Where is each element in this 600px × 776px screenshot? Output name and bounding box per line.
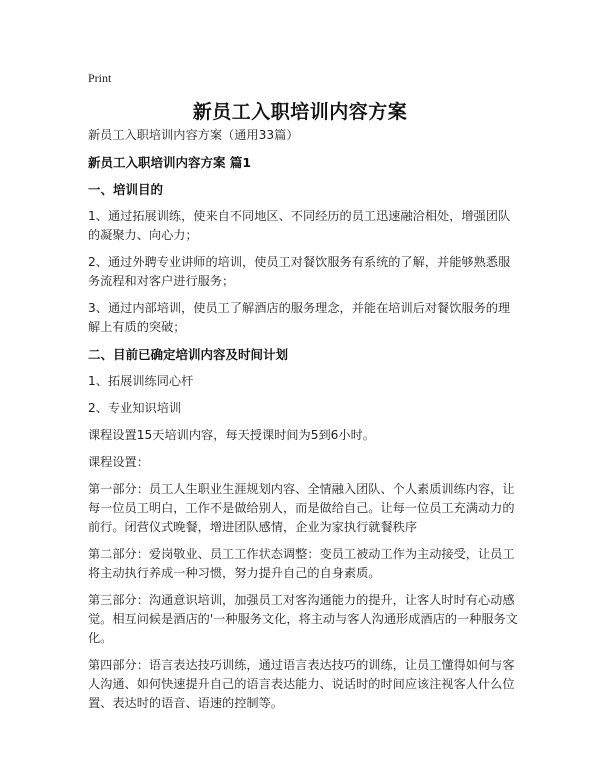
document-body xyxy=(88,126,520,721)
paragraph: 3、通过内部培训，使员工了解酒店的服务理念，并能在培训后对餐饮服务的理解上有质的突破； xyxy=(88,301,511,334)
course-part: 第二部分：爱岗敬业、员工工作状态调整：变员工被动工作为主动接受，让员工将主动执行养成一种习惯，努力提升自己的自身素质。 xyxy=(88,547,515,580)
list-item: 2、专业知识培训 xyxy=(88,401,182,415)
article-heading: 新员工入职培训内容方案 篇1 xyxy=(88,155,252,170)
paragraph: 1、通过拓展训练，使来自不同地区、不同经历的员工迅速融洽相处，增强团队的凝聚力、向心力； xyxy=(88,209,511,242)
print-label[interactable]: Print xyxy=(88,71,112,85)
subtitle: 新员工入职培训内容方案（通用33篇） xyxy=(88,128,299,142)
schedule-text: 课程设置15天培训内容，每天授课时间为5到6小时。 xyxy=(88,428,375,442)
course-part: 第一部分：员工人生职业生涯规划内容、全情融入团队、个人素质训练内容，让每一位员工明白，工作不是做给别人，而是做给自己。让每一位员工充满动力的前行。闭营仪式晚餐，增进团队感情，企业为家执行就餐秩序 xyxy=(88,482,515,534)
course-part: 第三部分：沟通意识培训，加强员工对客沟通能力的提升，让客人时时有心动感觉。相互问候是酒店的'一种服务文化，将主动与客人沟通形成酒店的一种服务文化。 xyxy=(88,593,518,645)
course-label: 课程设置： xyxy=(88,455,149,469)
course-part: 第四部分：语言表达技巧训练，通过语言表达技巧的训练，让员工懂得如何与客人沟通、如何快速提升自己的语言表达能力、说话时的时间应该注视客人什么位置、表达时的语音、语速的控制等。 xyxy=(88,658,515,710)
paragraph: 2、通过外聘专业讲师的培训，使员工对餐饮服务有系统的了解，并能够熟悉服务流程和对客户进行服务； xyxy=(88,255,511,288)
list-item: 1、拓展训练同心杆 xyxy=(88,374,194,388)
page-title: 新员工入职培训内容方案 xyxy=(192,101,408,123)
section-heading-purpose: 一、培训目的 xyxy=(88,182,164,197)
section-heading-plan: 二、目前已确定培训内容及时间计划 xyxy=(88,347,289,362)
